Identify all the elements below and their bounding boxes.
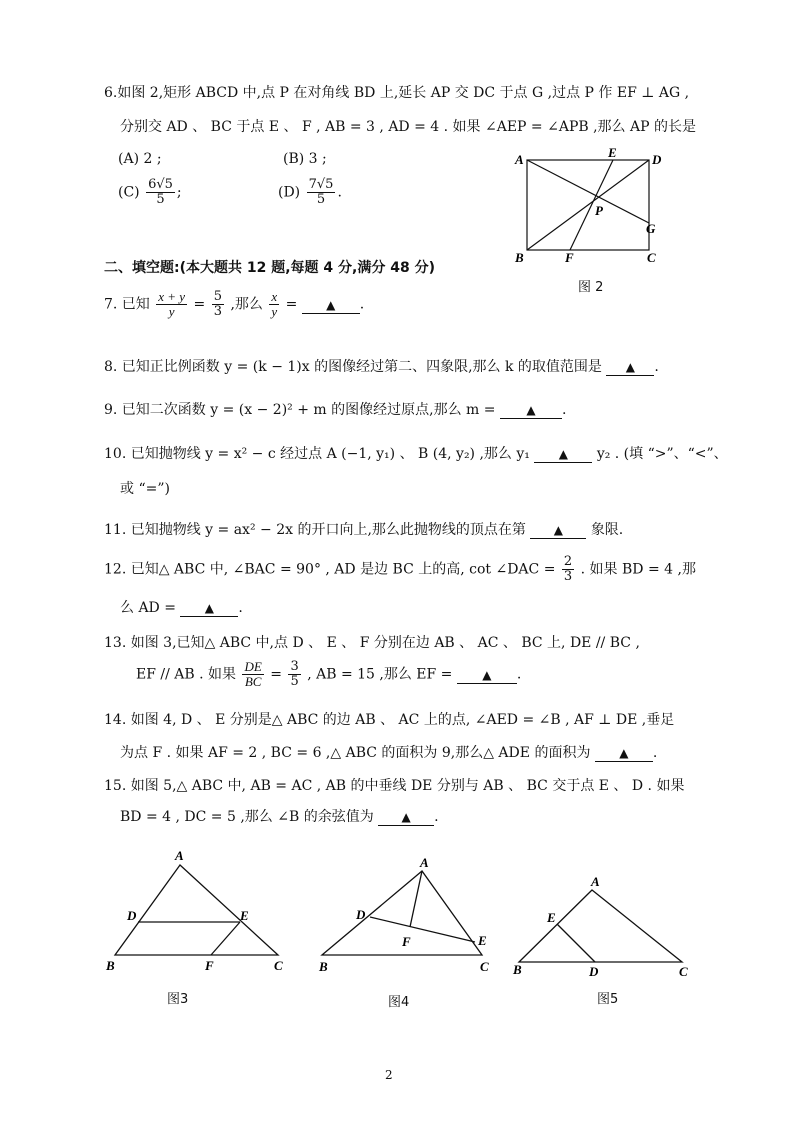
q7-eq2: = — [285, 296, 298, 313]
q11-prefix: 11. 已知抛物线 y = ax² − 2x 的开口向上,那么此抛物线的顶点在第 — [104, 522, 526, 538]
q6-option-d-num: 7√5 — [308, 177, 334, 192]
q12-line2-text: 么 AD = — [120, 600, 176, 616]
q11-triangle-icon: ▲ — [553, 523, 563, 537]
segment-ef — [211, 922, 240, 955]
q7-fraction-2 — [212, 290, 224, 319]
fig2-label-p: P — [595, 203, 603, 218]
q6-line2: 分别交 AD 、 BC 于点 E 、 F , AB = 3 , AD = 4 . 如果 ∠AEP = ∠APB ,那么 AP 的长是 — [120, 119, 696, 135]
fig3-label-f: F — [205, 958, 214, 973]
triangle-abc — [519, 890, 682, 962]
figure-3-caption: 图3 — [167, 992, 189, 1007]
q12-prefix: 12. 已知△ ABC 中, ∠BAC = 90° , AD 是边 BC 上的高, cot ∠DAC = — [104, 561, 556, 578]
q9-answer-blank[interactable] — [500, 402, 562, 419]
q15-triangle-icon: ▲ — [401, 810, 411, 824]
fig5-label-a: A — [591, 874, 600, 889]
figure-4-caption: 图4 — [388, 995, 410, 1010]
q6-option-d-end: . — [337, 184, 342, 201]
q11 — [104, 519, 623, 539]
fig4-label-d: D — [356, 907, 366, 922]
q13-line1: 13. 如图 3,已知△ ABC 中,点 D 、 E 、 F 分别在边 AB 、 AC 、 BC 上, DE // BC , — [104, 635, 640, 651]
figure-4-diagram — [312, 855, 502, 980]
fig5-label-e: E — [547, 910, 556, 925]
q13-suffix: , AB = 15 ,那么 EF = — [307, 666, 453, 683]
q15-answer-blank[interactable] — [378, 809, 434, 826]
q9-text: 9. 已知二次函数 y = (x − 2)² + m 的图像经过原点,那么 m = — [104, 402, 496, 418]
figure-2-diagram — [505, 145, 675, 270]
fig2-label-e: E — [608, 145, 617, 160]
q9-triangle-icon: ▲ — [526, 403, 536, 417]
q12-fraction — [562, 555, 574, 584]
figure-5-caption: 图5 — [597, 992, 619, 1007]
q15-line1: 15. 如图 5,△ ABC 中, AB = AC , AB 的中垂线 DE 分别与 AB 、 BC 交于点 E 、 D . 如果 — [104, 778, 685, 794]
q13-answer-blank[interactable] — [457, 667, 517, 684]
fig5-label-b: B — [513, 962, 522, 977]
q6-option-c-num: 6√5 — [148, 177, 173, 192]
q13-eq: = — [270, 666, 283, 683]
fig3-label-e: E — [240, 908, 249, 923]
q10-suffix: y₂ . (填 “>”、“<”、 — [596, 446, 728, 462]
fig2-label-b: B — [515, 250, 524, 265]
q15-line2-text: BD = 4 , DC = 5 ,那么 ∠B 的余弦值为 — [120, 809, 374, 825]
fig3-label-a: A — [175, 848, 184, 863]
q12-suffix: . 如果 BD = 4 ,那 — [580, 561, 696, 578]
q6-option-c-fraction — [146, 178, 175, 207]
q12-f-den: 3 — [563, 569, 573, 584]
q13-fraction-2 — [288, 660, 300, 689]
q14-triangle-icon: ▲ — [619, 746, 629, 760]
q7 — [104, 290, 364, 319]
fig2-label-a: A — [515, 152, 524, 167]
q6-option-c — [118, 178, 182, 207]
q13-line2: EF // AB . 如果 $\frac{DE}{BC}$ = $\frac{3}{5}$ , AB = 15 ,那么 EF = ▲ . — [136, 659, 522, 689]
fig2-label-c: C — [647, 250, 656, 265]
fig4-label-f: F — [402, 934, 411, 949]
q7-mid: ,那么 — [230, 296, 263, 313]
q7-fraction-3 — [269, 290, 279, 319]
q11-answer-blank[interactable] — [530, 522, 586, 539]
q10-line1 — [104, 443, 728, 463]
q7-eq: = — [193, 296, 206, 313]
q6-option-d — [278, 178, 342, 207]
figure-3-diagram — [98, 845, 298, 980]
q7-prefix: 7. 已知 — [104, 296, 150, 313]
q9: 9. 已知二次函数 y = (x − 2)² + m 的图像经过原点,那么 m = ▲ . — [104, 402, 567, 418]
q14-answer-blank[interactable] — [595, 745, 653, 762]
q6-option-d-fraction — [307, 178, 336, 207]
q10-triangle-icon: ▲ — [558, 447, 568, 461]
line-ef — [570, 160, 613, 250]
fig4-label-a: A — [420, 855, 429, 870]
q8: 8. 已知正比例函数 y = (k − 1)x 的图像经过第二、四象限,那么 k 的取值范围是 ▲ . — [104, 359, 659, 375]
q8-triangle-icon: ▲ — [625, 360, 635, 374]
q7-f1-den: y — [168, 304, 175, 319]
fig3-label-d: D — [127, 908, 137, 923]
fig3-label-b: B — [106, 958, 115, 973]
section-2-heading: 二、填空题:(本大题共 12 题,每题 4 分,满分 48 分) — [104, 260, 435, 276]
q6-option-c-den: 5 — [156, 192, 165, 207]
q13-f1-num: DE — [244, 659, 262, 674]
q7-fraction-1 — [156, 290, 187, 319]
q6-option-d-label: (D) — [278, 184, 301, 201]
triangle-abc — [115, 865, 278, 955]
q7-f3-den: y — [271, 304, 278, 319]
q13-f2-num: 3 — [290, 659, 299, 674]
q6-line1: 6.如图 2,矩形 ABCD 中,点 P 在对角线 BD 上,延长 AP 交 DC 于点 G ,过点 P 作 EF ⊥ AG , — [104, 85, 690, 101]
q7-f3-num: x — [271, 289, 278, 304]
fig4-label-e: E — [478, 933, 487, 948]
q7-answer-blank[interactable] — [302, 297, 360, 314]
q14-line2-text: 为点 F . 如果 AF = 2 , BC = 6 ,△ ABC 的面积为 9,那么△ ADE 的面积为 — [120, 745, 591, 761]
q7-f1-num: x + y — [158, 289, 186, 304]
fig3-label-c: C — [274, 958, 283, 973]
fig5-label-c: C — [679, 964, 688, 979]
q8-text: 8. 已知正比例函数 y = (k − 1)x 的图像经过第二、四象限,那么 k 的取值范围是 — [104, 359, 602, 375]
q6-option-c-label: (C) — [118, 184, 140, 201]
q12-triangle-icon: ▲ — [204, 601, 215, 615]
q13-prefix: EF // AB . 如果 — [136, 666, 237, 683]
q12-line2: 么 AD = ▲ . — [120, 600, 243, 616]
fig4-label-b: B — [319, 959, 328, 974]
fig4-label-c: C — [480, 959, 489, 974]
q7-end: . — [359, 296, 365, 313]
fig5-label-d: D — [589, 964, 599, 979]
segment-de — [370, 917, 475, 942]
q12-line1 — [104, 555, 696, 584]
q6-option-d-den: 5 — [316, 192, 326, 207]
q7-triangle-icon: ▲ — [326, 297, 336, 312]
q13-triangle-icon: ▲ — [482, 667, 492, 682]
q10-prefix: 10. 已知抛物线 y = x² − c 经过点 A (−1, y₁) 、 B (4, y₂) ,那么 y₁ — [104, 446, 530, 462]
fig2-label-f: F — [565, 250, 574, 265]
q8-answer-blank[interactable] — [606, 359, 654, 376]
q7-f2-num: 5 — [213, 289, 222, 304]
fig2-label-g: G — [646, 221, 656, 236]
q14-line2: 为点 F . 如果 AF = 2 , BC = 6 ,△ ABC 的面积为 9,那么△ ADE 的面积为 ▲ . — [120, 745, 658, 761]
q7-f2-den: 3 — [213, 304, 222, 319]
q6-option-c-end: ; — [176, 184, 182, 201]
figure-5-diagram — [507, 870, 697, 982]
q12-answer-blank[interactable] — [180, 600, 238, 617]
q6-option-b: (B) 3 ; — [283, 151, 327, 167]
diagonal-bd — [527, 160, 649, 250]
figure-2-caption: 图 2 — [578, 280, 604, 295]
q6-option-a: (A) 2 ; — [118, 151, 162, 167]
q13-f1-den: BC — [244, 674, 262, 689]
q13-fraction-1 — [242, 660, 263, 689]
fig2-label-d: D — [652, 152, 662, 167]
q15-line2: BD = 4 , DC = 5 ,那么 ∠B 的余弦值为 ▲ . — [120, 809, 439, 825]
q14-line1: 14. 如图 4, D 、 E 分别是△ ABC 的边 AB 、 AC 上的点, ∠AED = ∠B , AF ⊥ DE ,垂足 — [104, 712, 675, 728]
q10-line2: 或 “=”) — [120, 481, 170, 497]
segment-de — [557, 924, 595, 962]
q11-suffix: 象限. — [590, 522, 624, 538]
page-number: 2 — [385, 1068, 393, 1082]
q13-f2-den: 5 — [290, 674, 299, 689]
q12-f-num: 2 — [563, 554, 573, 569]
q10-answer-blank[interactable] — [534, 446, 592, 463]
